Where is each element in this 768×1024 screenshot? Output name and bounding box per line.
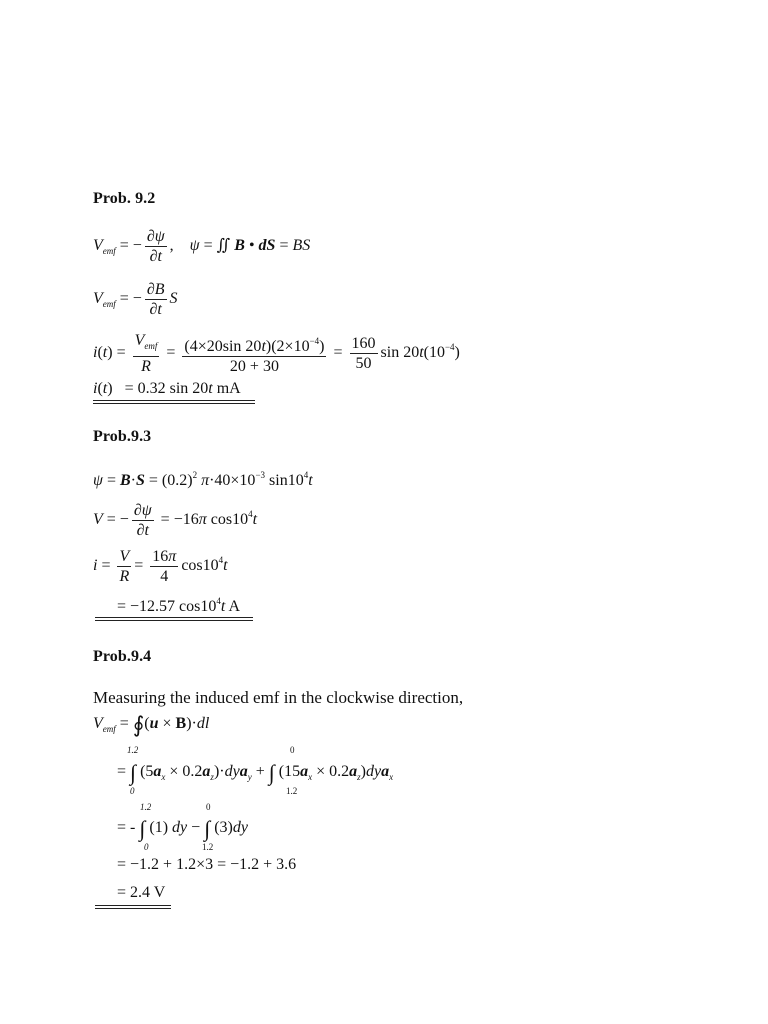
equation-9-2-result: i(t) = 0.32 sin 20t mA [93,380,241,397]
equation-9-4-result: = 2.4 V [117,884,166,901]
integral-upper-limit: 0 [206,802,211,812]
equation-9-3-line-2: V = − $\frac{\partial\psi}{\partial t}$ = −16π $\cos 10^4t$ [93,502,258,539]
heading-prob-9-2: Prob. 9.2 [93,190,156,207]
equation-9-4-line-3: = - ∫ (1) dy − ∫ (3)dy [117,816,248,841]
equation-9-2-line-3: i(t) = $\frac{V_{emf}}{R}$ = $\frac{(4\times 20\sin 20t)(2\times 10^{-4})}{20 + 30}$ = $\frac{160}{50}$ $\sin 20t(10^{-4})$ [93,332,460,375]
double-underline-bottom [95,620,253,621]
equation-9-2-line-1: $V_{emf}$ = − $\frac{\partial\psi}{\partial t}$ , ψ = ∬ B • dS = BS [93,228,311,265]
double-underline-bottom [95,908,171,909]
equation-9-3-line-3: i = $\frac{V}{R}$ = $\frac{16\pi}{4}$ $\cos 10^4t$ [93,548,228,585]
double-underline-top [95,617,253,618]
integral-lower-limit: 0 [144,842,149,852]
integral-upper-limit: 0 [290,745,295,755]
double-underline-top [93,400,255,401]
intro-text-9-4: Measuring the induced emf in the clockwise direction, [93,688,464,707]
equation-9-4-line-4: = −1.2 + 1.2×3 = −1.2 + 3.6 [117,856,297,873]
heading-prob-9-3: Prob.9.3 [93,428,152,445]
heading-prob-9-4: Prob.9.4 [93,648,152,665]
integral-lower-limit: 1.2 [286,786,298,796]
integral-upper-limit: 1.2 [140,802,152,812]
integral-upper-limit: 1.2 [127,745,139,755]
double-underline-top [95,905,171,906]
integral-lower-limit: 1.2 [202,842,214,852]
equation-9-2-line-2: $V_{emf}$ = − $\frac{\partial B}{\partial t}$ S [93,281,178,318]
integral-lower-limit: 0 [130,786,135,796]
equation-9-3-result: = −12.57 $\cos 10^4t$ A [117,596,240,615]
double-underline-bottom [93,403,255,404]
equation-9-4-line-2: = ∫ $(5a_x \times 0.2a_z)\cdot dya_y$ + ∫ $(15a_x \times 0.2a_z)dya_x$ [117,760,394,785]
equation-9-3-line-1: $\psi = B\cdot S = (0.2)^2$ $\pi\cdot 40\times 10^{-3}$ $\sin 10^4t$ [93,470,313,489]
equation-9-4-line-1: $V_{emf}$ = ∮(u × B)·dl [93,712,210,737]
